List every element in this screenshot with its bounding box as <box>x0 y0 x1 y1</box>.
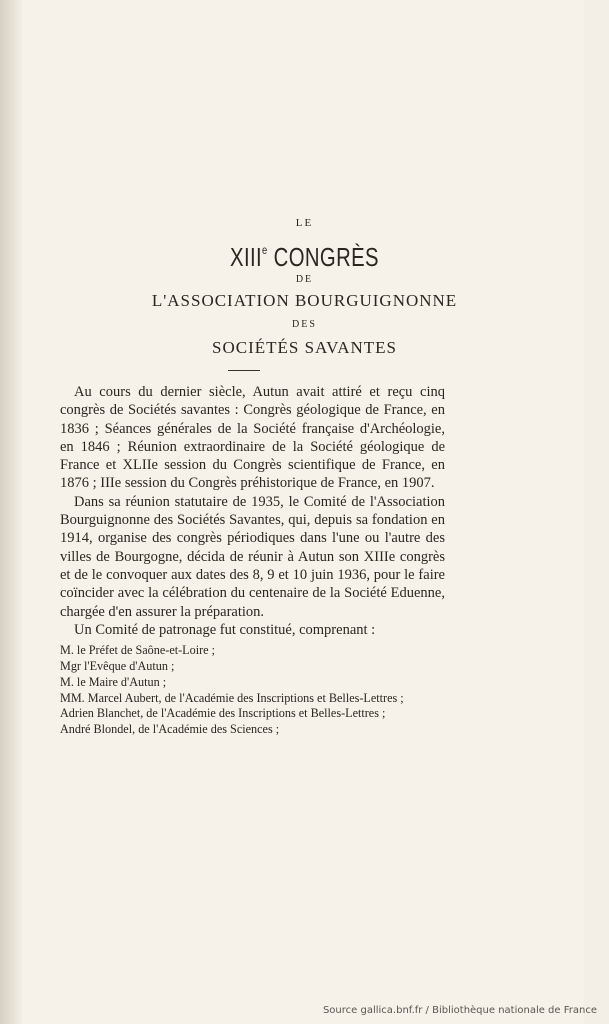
list-item: M. le Préfet de Saône-et-Loire ; <box>60 643 215 658</box>
list-item: MM. Marcel Aubert, de l'Académie des Inscriptions et Belles-Lettres ; <box>60 690 404 705</box>
page-edge <box>584 0 609 1024</box>
heading-association: L'ASSOCIATION BOURGUIGNONNE <box>151 291 458 310</box>
binding-gutter <box>0 0 22 1024</box>
body-text <box>60 383 445 738</box>
paragraph-2: Dans sa réunion statutaire de 1935, le Comité de l'Association Bourguignonne des Sociétés Savantes, qui, depuis sa fondation en 1914, organise des congrès périodiques dans l'une ou l'autre des villes de Bourgogne, décida de réunir à Autun son XIIIe congrès et de le convoquer aux dates des 8, 9 et 10 juin 1936, pour le faire coïncider avec la célébration du centenaire de la Société Eduenne, chargée d'en assurer la préparation. <box>60 493 445 620</box>
heading-le: LE <box>295 217 314 229</box>
patronage-list <box>60 643 445 738</box>
heading-des: DES <box>292 319 317 330</box>
list-item: André Blondel, de l'Académie des Sciences ; <box>60 722 280 737</box>
list-item: Adrien Blanchet, de l'Académie des Inscriptions et Belles-Lettres ; <box>60 706 386 721</box>
source-credit: Source gallica.bnf.fr / Bibliothèque nationale de France <box>322 1005 597 1016</box>
list-item: Mgr l'Evêque d'Autun ; <box>60 658 175 673</box>
heading-societes: SOCIÉTÉS SAVANTES <box>212 338 397 357</box>
congres-number: XIII <box>230 242 263 272</box>
heading-de: DE <box>295 274 314 285</box>
paragraph-3: Un Comité de patronage fut constitué, comprenant : <box>74 621 376 638</box>
congres-sup: e <box>262 243 268 257</box>
list-item: M. le Maire d'Autun ; <box>60 674 167 689</box>
paragraph-1: Au cours du dernier siècle, Autun avait attiré et reçu cinq congrès de Sociétés savantes : Congrès géologique de France, en 1836 ; Séances générales de la Société française d'Archéologie, en 1846 ; Réunion extraordinaire de la Société géologique de France et XLIIe session du Congrès scientifique de France, en 1876 ; IIIe session du Congrès préhistorique de France, en 1907. <box>60 384 445 492</box>
congres-word: CONGRÈS <box>267 242 379 272</box>
heading-congres <box>67 242 542 273</box>
title-divider <box>228 370 260 371</box>
